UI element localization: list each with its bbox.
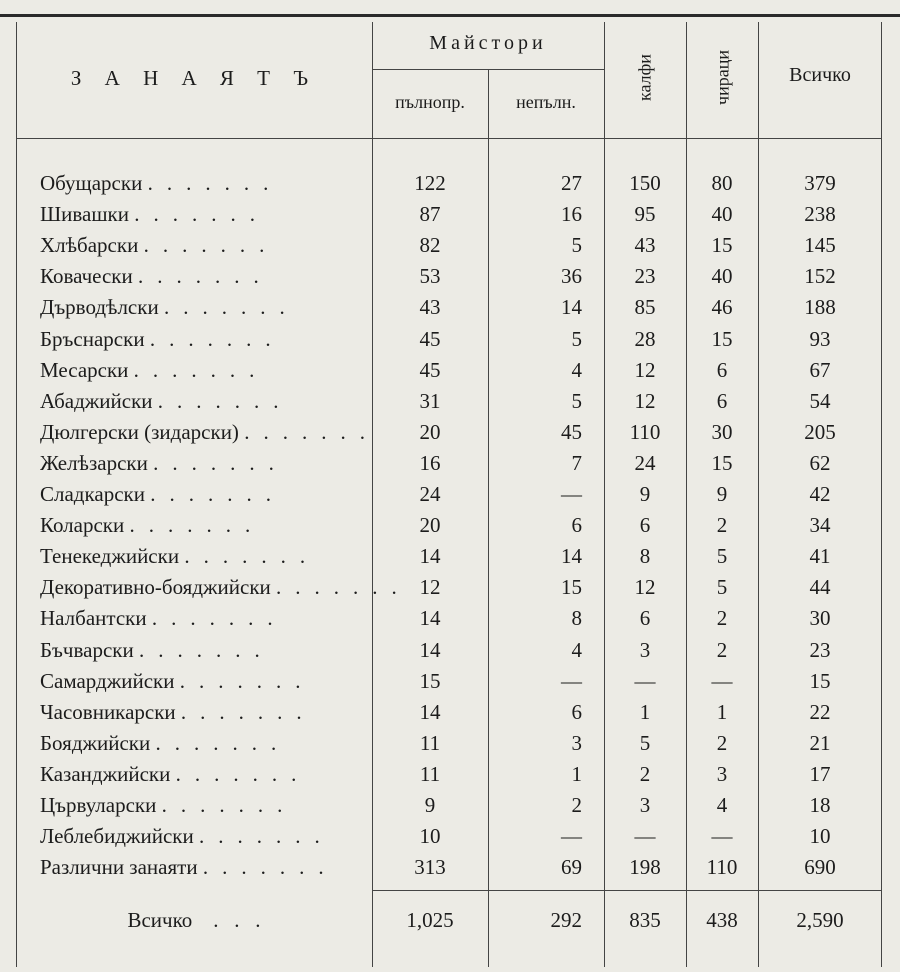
cell-full-masters: 24 xyxy=(419,482,441,506)
cell-apprentices: 9 xyxy=(716,482,728,506)
cell-full-masters: 14 xyxy=(419,544,441,569)
craft-name: Самарджийски ....... xyxy=(40,668,315,693)
cell-partial-masters: 14 xyxy=(561,544,582,569)
cell-apprentices: 15 xyxy=(711,233,733,258)
cell-journeymen: 5 xyxy=(639,730,651,755)
cell-apprentices: 6 xyxy=(716,388,728,413)
cell-full-masters: 14 xyxy=(419,699,441,724)
cell-full-masters: 14 xyxy=(419,637,441,662)
cell-total: 34 xyxy=(809,513,831,538)
cell-total: 690 xyxy=(804,855,836,880)
cell-apprentices: 30 xyxy=(711,419,733,444)
cell-journeymen: 6 xyxy=(639,606,651,631)
cell-journeymen: 12 xyxy=(634,575,656,600)
cell-partial-masters: 14 xyxy=(561,295,582,320)
cell-apprentices: 4 xyxy=(716,793,728,817)
table-row xyxy=(16,448,882,479)
craft-name: Часовникарски ....... xyxy=(40,699,316,724)
cell-partial-masters: 36 xyxy=(561,264,582,289)
cell-journeymen: 8 xyxy=(639,544,651,569)
craft-name: Шивашки ....... xyxy=(40,202,269,227)
table-row xyxy=(16,635,882,666)
craft-name: Казанджийски ....... xyxy=(40,761,311,786)
table-row xyxy=(16,759,882,790)
header-masters: Майстори xyxy=(429,32,547,54)
cell-journeymen: 23 xyxy=(634,264,656,289)
cell-full-masters: 87 xyxy=(419,202,441,227)
cell-full-masters: 14 xyxy=(419,606,441,631)
cell-apprentices: 80 xyxy=(711,171,733,195)
cell-journeymen: 3 xyxy=(639,637,651,662)
table-row xyxy=(16,261,882,292)
table-row xyxy=(16,386,882,417)
cell-journeymen: 198 xyxy=(629,855,661,880)
table-row xyxy=(16,510,882,541)
cell-partial-masters: 6 xyxy=(571,699,582,724)
craft-name: Цървуларски ....... xyxy=(40,793,297,817)
table-row xyxy=(16,324,882,355)
cell-journeymen: 12 xyxy=(634,357,656,382)
cell-apprentices: 5 xyxy=(716,544,728,569)
craft-name: Бояджийски ....... xyxy=(40,730,291,755)
cell-apprentices: 46 xyxy=(711,295,733,320)
craft-name: Хлѣбарски ....... xyxy=(40,233,279,258)
cell-total: 15 xyxy=(809,668,831,693)
cell-partial-masters: 3 xyxy=(571,730,582,755)
cell-full-masters: 45 xyxy=(419,326,441,351)
cell-apprentices: 5 xyxy=(716,575,728,600)
cell-total: 42 xyxy=(809,482,831,506)
cell-journeymen: 3 xyxy=(639,793,651,817)
cell-total: 188 xyxy=(804,295,836,320)
cell-partial-masters: 2 xyxy=(571,793,582,817)
cell-full-masters: 82 xyxy=(419,233,441,258)
cell-journeymen: 110 xyxy=(629,419,661,444)
crafts-table xyxy=(16,22,882,967)
cell-total: 379 xyxy=(804,171,836,195)
cell-journeymen: 1 xyxy=(639,699,651,724)
table-row xyxy=(16,697,882,728)
cell-apprentices: 2 xyxy=(716,606,728,631)
cell-full-masters: 9 xyxy=(424,793,436,817)
top-rule xyxy=(0,14,900,17)
cell-total: 145 xyxy=(804,233,836,258)
craft-name: Декоративно-бояджийски ....... xyxy=(40,575,411,600)
cell-apprentices: 2 xyxy=(716,637,728,662)
craft-name: Сладкарски ....... xyxy=(40,482,285,506)
header-full-masters: пълнопр. xyxy=(395,92,465,112)
table-row xyxy=(16,541,882,572)
totals-row xyxy=(16,902,882,938)
header-craft: З А Н А Я Т Ъ xyxy=(70,66,318,90)
cell-partial-masters: 8 xyxy=(571,606,582,631)
cell-full-masters: 10 xyxy=(419,824,441,849)
totals-full: 1,025 xyxy=(406,908,454,932)
cell-partial-masters: 16 xyxy=(561,202,582,227)
craft-name: Различни занаяти ....... xyxy=(40,855,338,880)
cell-apprentices: 6 xyxy=(716,357,728,382)
cell-total: 10 xyxy=(809,824,831,849)
table-row xyxy=(16,821,882,852)
cell-partial-masters: 27 xyxy=(561,171,582,195)
cell-full-masters: 16 xyxy=(419,450,441,475)
craft-name: Обущарски ....... xyxy=(40,171,283,195)
header-apprentices: чираци xyxy=(712,50,733,105)
cell-total: 41 xyxy=(809,544,831,569)
cell-partial-masters: 15 xyxy=(561,575,582,600)
totals-total: 2,590 xyxy=(796,908,844,932)
cell-apprentices: 40 xyxy=(711,202,733,227)
cell-partial-masters: 7 xyxy=(571,450,582,475)
cell-apprentices: — xyxy=(711,668,733,693)
cell-apprentices: 15 xyxy=(711,326,733,351)
craft-name: Бръснарски ....... xyxy=(40,326,285,351)
cell-full-masters: 313 xyxy=(414,855,446,880)
cell-partial-masters: 5 xyxy=(571,326,582,351)
cell-full-masters: 53 xyxy=(419,264,441,289)
cell-journeymen: 85 xyxy=(634,295,656,320)
cell-full-masters: 15 xyxy=(419,668,441,693)
craft-name: Бъчварски ....... xyxy=(40,637,274,662)
cell-partial-masters: 4 xyxy=(571,357,582,382)
totals-apprentices: 438 xyxy=(706,908,738,932)
cell-apprentices: 1 xyxy=(716,699,728,724)
cell-journeymen: 150 xyxy=(629,171,661,195)
table-row xyxy=(16,479,882,510)
cell-journeymen: 12 xyxy=(634,388,656,413)
cell-apprentices: 110 xyxy=(706,855,738,880)
cell-total: 17 xyxy=(809,761,831,786)
cell-full-masters: 12 xyxy=(419,575,441,600)
craft-name: Коларски ....... xyxy=(40,513,265,538)
craft-name: Налбантски ....... xyxy=(40,606,287,631)
cell-full-masters: 11 xyxy=(419,730,441,755)
rule-header-bottom xyxy=(16,138,882,139)
craft-name: Тенекеджийски ....... xyxy=(40,544,320,569)
craft-name: Желѣзарски ....... xyxy=(40,450,288,475)
table-row xyxy=(16,417,882,448)
cell-total: 205 xyxy=(804,419,836,444)
rule-masters-under xyxy=(372,69,604,70)
cell-journeymen: 95 xyxy=(634,202,656,227)
cell-total: 30 xyxy=(809,606,831,631)
craft-name: Дюлгерски (зидарски) ....... xyxy=(40,419,379,444)
table-row xyxy=(16,199,882,230)
cell-apprentices: 2 xyxy=(716,730,728,755)
cell-apprentices: 40 xyxy=(711,264,733,289)
cell-total: 62 xyxy=(809,450,831,475)
table-row xyxy=(16,728,882,759)
cell-journeymen: — xyxy=(634,824,656,849)
cell-total: 23 xyxy=(809,637,831,662)
totals-journeymen: 835 xyxy=(629,908,661,932)
cell-total: 21 xyxy=(809,730,831,755)
cell-partial-masters: 5 xyxy=(571,388,582,413)
cell-total: 18 xyxy=(809,793,831,817)
craft-name: Леблебиджийски ....... xyxy=(40,824,334,849)
cell-total: 238 xyxy=(804,202,836,227)
cell-partial-masters: 6 xyxy=(571,513,582,538)
cell-total: 54 xyxy=(809,388,831,413)
cell-partial-masters: 5 xyxy=(571,233,582,258)
cell-total: 152 xyxy=(804,264,836,289)
cell-full-masters: 20 xyxy=(419,513,441,538)
cell-full-masters: 43 xyxy=(419,295,441,320)
cell-partial-masters: — xyxy=(561,482,582,506)
cell-journeymen: 24 xyxy=(634,450,656,475)
cell-journeymen: 6 xyxy=(639,513,651,538)
cell-total: 44 xyxy=(809,575,831,600)
craft-name: Дърводѣлски ....... xyxy=(40,295,299,320)
table-row xyxy=(16,790,882,821)
cell-total: 93 xyxy=(809,326,831,351)
cell-partial-masters: — xyxy=(561,668,582,693)
craft-name: Ковачески ....... xyxy=(40,264,273,289)
cell-total: 22 xyxy=(809,699,831,724)
cell-journeymen: 28 xyxy=(634,326,656,351)
totals-label: Всичко . . . xyxy=(127,908,261,932)
cell-apprentices: 15 xyxy=(711,450,733,475)
header-partial-masters: непълн. xyxy=(516,92,576,112)
table-row xyxy=(16,603,882,634)
header-journeymen: калфи xyxy=(634,54,655,101)
craft-name: Месарски ....... xyxy=(40,357,269,382)
cell-partial-masters: 1 xyxy=(571,761,582,786)
cell-apprentices: — xyxy=(711,824,733,849)
cell-partial-masters: 4 xyxy=(571,637,582,662)
table-row xyxy=(16,852,882,883)
cell-journeymen: 2 xyxy=(639,761,651,786)
totals-partial: 292 xyxy=(550,908,582,932)
cell-partial-masters: 45 xyxy=(561,419,582,444)
cell-total: 67 xyxy=(809,357,831,382)
cell-full-masters: 45 xyxy=(419,357,441,382)
cell-full-masters: 20 xyxy=(419,419,441,444)
header-total: Всичко xyxy=(789,64,851,86)
cell-partial-masters: 69 xyxy=(561,855,582,880)
cell-journeymen: — xyxy=(634,668,656,693)
table-row xyxy=(16,292,882,323)
cell-journeymen: 43 xyxy=(634,233,656,258)
cell-full-masters: 11 xyxy=(419,761,441,786)
cell-apprentices: 3 xyxy=(716,761,728,786)
table-row xyxy=(16,666,882,697)
table-row xyxy=(16,572,882,603)
cell-apprentices: 2 xyxy=(716,513,728,538)
table-row xyxy=(16,168,882,199)
cell-partial-masters: — xyxy=(561,824,582,849)
table-row xyxy=(16,230,882,261)
table-row xyxy=(16,355,882,386)
rule-totals-top xyxy=(372,890,882,891)
cell-journeymen: 9 xyxy=(639,482,651,506)
cell-full-masters: 122 xyxy=(414,171,446,195)
cell-full-masters: 31 xyxy=(419,388,441,413)
craft-name: Абаджийски ....... xyxy=(40,388,293,413)
